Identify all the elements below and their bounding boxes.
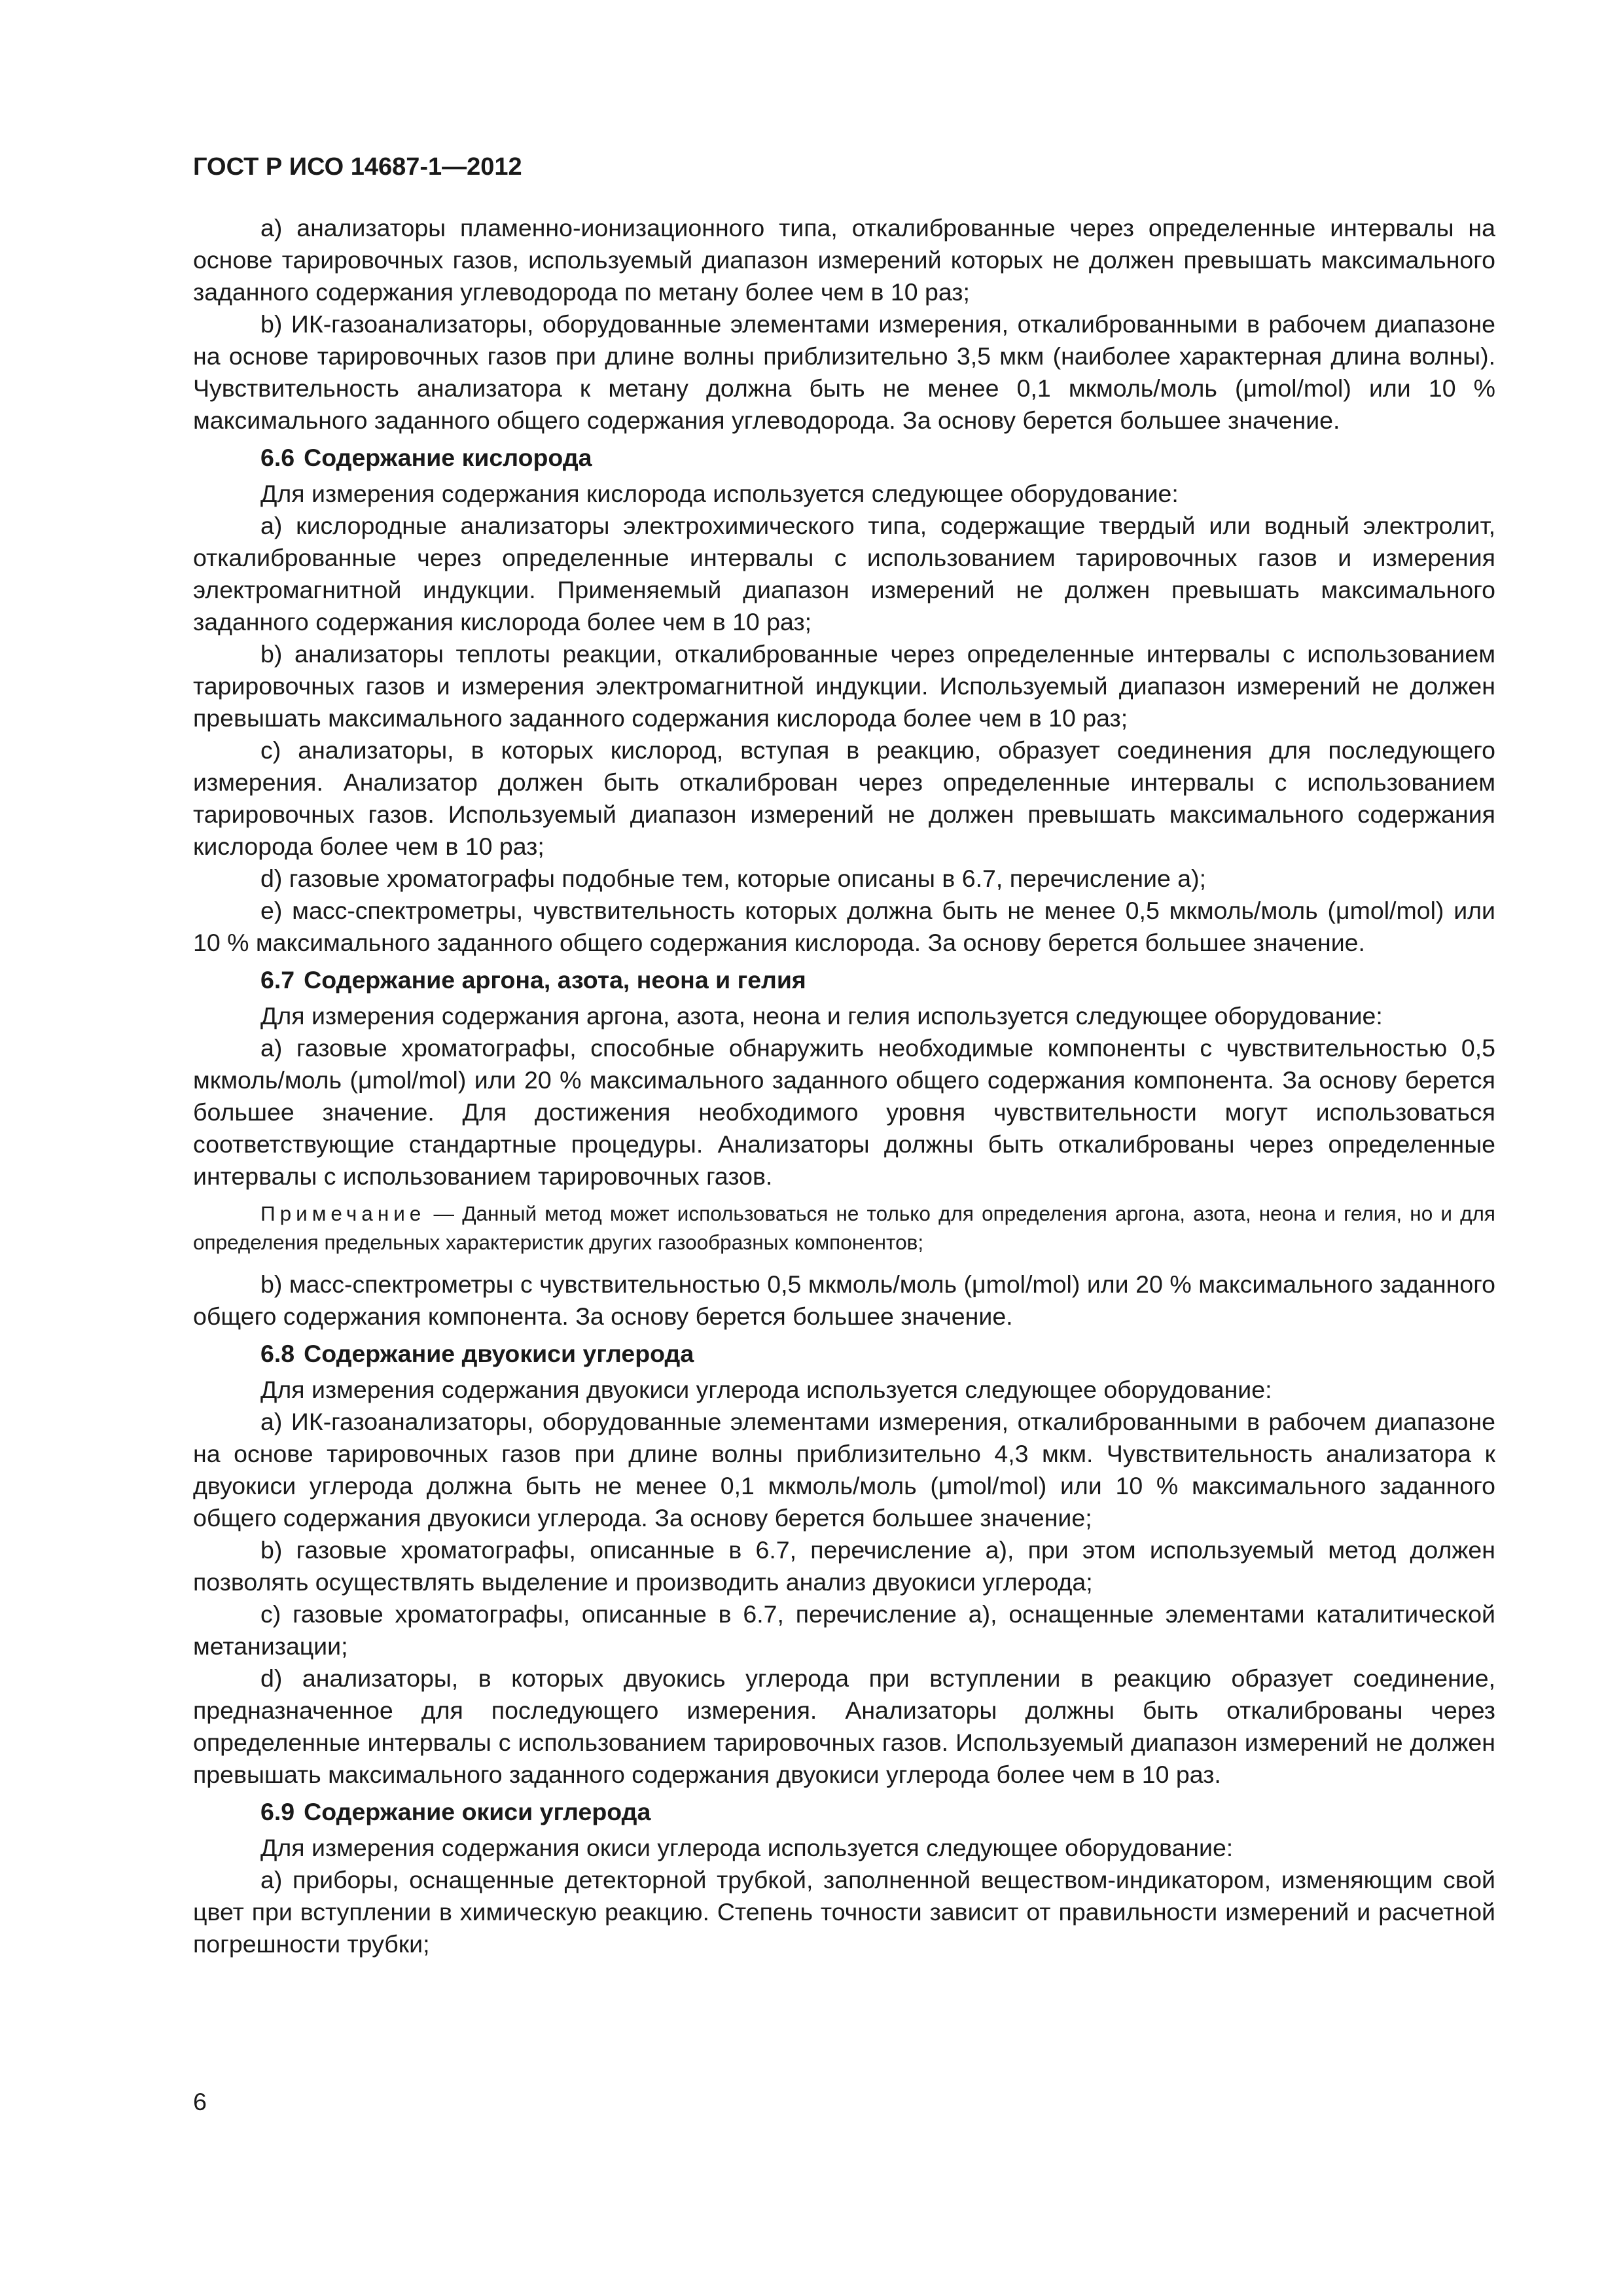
- paragraph: a) ИК-газоанализаторы, оборудованные элементами измерения, откалиброванными в рабочем диапазоне на основе тарировочных газов при длине волны приблизительно 4,3 мкм. Чувствительность анализатора к двуокиси углерода должна быть не менее 0,1 мкмоль/моль (μmol/mol) или 10 % максимального заданного общего содержания двуокиси углерода. За основу берется большее значение;: [193, 1408, 1495, 1532]
- section-number: 6.9: [260, 1798, 295, 1825]
- paragraph: a) приборы, оснащенные детекторной трубкой, заполненной веществом-индикатором, изменяющим свой цвет при вступлении в химическую реакцию. Степень точности зависит от правильности измерений и расчетной погрешности трубки;: [193, 1866, 1495, 1958]
- section-title: Содержание кислорода: [304, 444, 592, 471]
- paragraph: d) анализаторы, в которых двуокись углерода при вступлении в реакцию образует соединение, предназначенное для последующего измерения. Анализаторы должны быть откалиброваны через определенные интервалы с использованием тарировочных газов. Используемый диапазон измерений не должен превышать максимального заданного содержания двуокиси углерода более чем в 10 раз.: [193, 1664, 1495, 1788]
- section-heading: [193, 1338, 1495, 1370]
- section-heading: [193, 442, 1495, 474]
- section-title: Содержание аргона, азота, неона и гелия: [304, 966, 806, 994]
- paragraph: b) анализаторы теплоты реакции, откалиброванные через определенные интервалы с использованием тарировочных газов и измерения электромагнитной индукции. Используемый диапазон измерений не должен превышать максимального заданного содержания кислорода более чем в 10 раз;: [193, 640, 1495, 732]
- paragraph: Для измерения содержания окиси углерода используется следующее оборудование:: [260, 1834, 1234, 1861]
- paragraph: Для измерения содержания аргона, азота, неона и гелия используется следующее оборудование:: [260, 1002, 1383, 1030]
- section-number: 6.8: [260, 1340, 295, 1367]
- document-header: ГОСТ Р ИСО 14687-1—2012: [193, 153, 522, 181]
- paragraph: e) масс-спектрометры, чувствительность которых должна быть не менее 0,5 мкмоль/моль (μmol/mol) или 10 % максимального заданного общего содержания кислорода. За основу берется большее значение.: [193, 897, 1495, 956]
- paragraph: a) газовые хроматографы, способные обнаружить необходимые компоненты с чувствительностью 0,5 мкмоль/моль (μmol/mol) или 20 % максимального заданного общего содержания компонента. За основу берется большее значение. Для достижения необходимого уровня чувствительности могут использоваться соответствующие стандартные процедуры. Анализаторы должны быть откалиброваны через определенные интервалы с использованием тарировочных газов.: [193, 1034, 1495, 1190]
- section-heading: [193, 964, 1495, 996]
- paragraph: c) газовые хроматографы, описанные в 6.7, перечисление a), оснащенные элементами каталитической метанизации;: [193, 1600, 1495, 1660]
- paragraph: b) газовые хроматографы, описанные в 6.7, перечисление a), при этом используемый метод должен позволять осуществлять выделение и производить анализ двуокиси углерода;: [193, 1536, 1495, 1596]
- section-number: 6.7: [260, 966, 295, 994]
- document-page: [193, 151, 1495, 1960]
- paragraph: Для измерения содержания кислорода используется следующее оборудование:: [260, 480, 1179, 507]
- paragraph: b) ИК-газоанализаторы, оборудованные элементами измерения, откалиброванными в рабочем диапазоне на основе тарировочных газов при длине волны приблизительно 3,5 мкм (наиболее характерная длина волны). Чувствительность анализатора к метану должна быть не менее 0,1 мкмоль/моль (μmol/mol) или 10 % максимального заданного общего содержания углеводорода. За основу берется большее значение.: [193, 310, 1495, 434]
- note-text: — Данный метод может использоваться не только для определения аргона, азота, неона и гелия, но и для определения предельных характеристик других газообразных компонентов;: [193, 1202, 1495, 1254]
- paragraph: a) анализаторы пламенно-ионизационного типа, откалиброванные через определенные интервалы на основе тарировочных газов, используемый диапазон измерений которых не должен превышать максимального заданного содержания углеводорода по метану более чем в 10 раз;: [193, 214, 1495, 306]
- paragraph: a) кислородные анализаторы электрохимического типа, содержащие твердый или водный электролит, откалиброванные через определенные интервалы с использованием тарировочных газов и измерения электромагнитной индукции. Применяемый диапазон измерений не должен превышать максимального заданного содержания кислорода более чем в 10 раз;: [193, 512, 1495, 636]
- section-heading: [193, 1796, 1495, 1828]
- section-title: Содержание окиси углерода: [304, 1798, 651, 1825]
- paragraph: b) масс-спектрометры с чувствительностью 0,5 мкмоль/моль (μmol/mol) или 20 % максимального заданного общего содержания компонента. За основу берется большее значение.: [193, 1270, 1495, 1330]
- note-label: Примечание: [260, 1202, 426, 1225]
- paragraph: d) газовые хроматографы подобные тем, которые описаны в 6.7, перечисление a);: [260, 865, 1206, 892]
- note: [193, 1199, 1495, 1257]
- paragraph: c) анализаторы, в которых кислород, вступая в реакцию, образует соединения для последующего измерения. Анализатор должен быть откалиброван через определенные интервалы с использованием тарировочных газов. Используемый диапазон измерений не должен превышать максимального содержания кислорода более чем в 10 раз;: [193, 736, 1495, 860]
- page-number: 6: [193, 2088, 207, 2115]
- paragraph: Для измерения содержания двуокиси углерода используется следующее оборудование:: [260, 1376, 1272, 1403]
- section-title: Содержание двуокиси углерода: [304, 1340, 694, 1367]
- document-body: [193, 212, 1495, 1960]
- section-number: 6.6: [260, 444, 295, 471]
